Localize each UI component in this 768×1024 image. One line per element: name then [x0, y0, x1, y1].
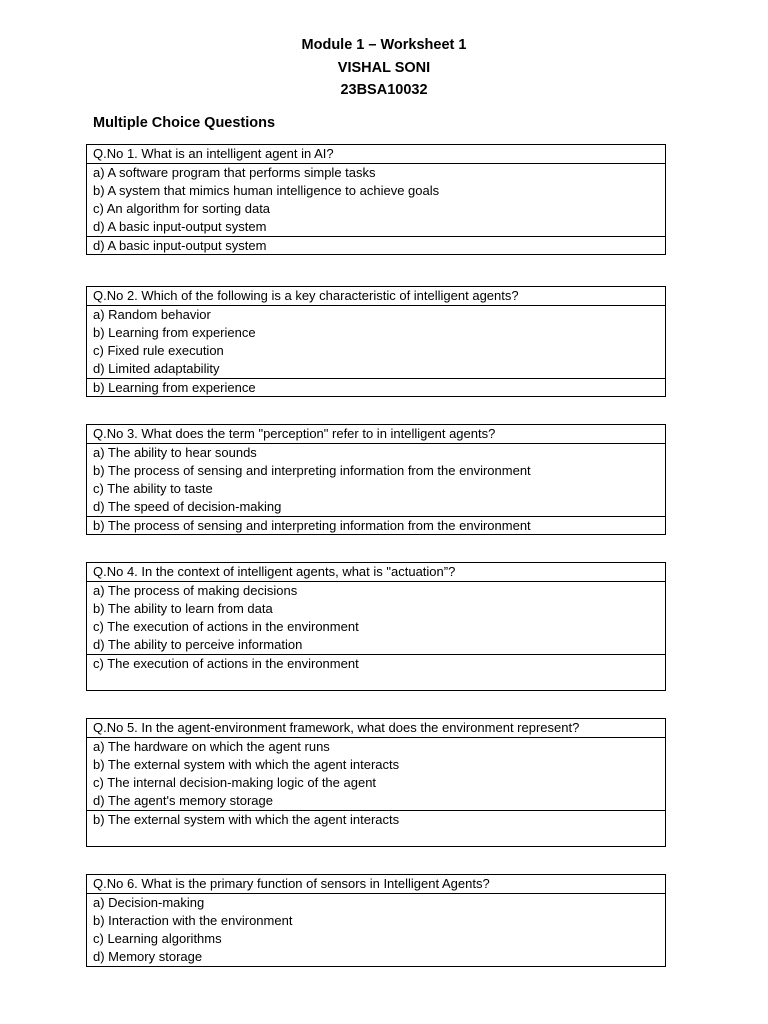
option-c: c) The ability to taste	[93, 481, 213, 496]
option-a: a) The process of making decisions	[93, 583, 298, 598]
option-b: b) Interaction with the environment	[93, 913, 293, 928]
question-block-6	[86, 874, 666, 967]
answer: c) The execution of actions in the environment	[87, 654, 665, 690]
option-d: d) Limited adaptability	[93, 361, 220, 376]
option-b: b) The external system with which the agent interacts	[93, 757, 400, 772]
option-a: a) Random behavior	[93, 307, 211, 322]
registration-number: 23BSA10032	[340, 82, 428, 98]
option-b: b) The process of sensing and interpreting information from the environment	[93, 463, 531, 478]
question-block-4	[86, 562, 666, 691]
options-list	[87, 738, 665, 810]
option-c: c) Fixed rule execution	[93, 343, 224, 358]
option-d: d) The agent's memory storage	[93, 793, 273, 808]
options-list	[87, 306, 665, 378]
option-a: a) The hardware on which the agent runs	[93, 739, 330, 754]
option-d: d) The speed of decision-making	[93, 499, 282, 514]
question-block-3	[86, 424, 666, 535]
answer: d) A basic input-output system	[87, 236, 665, 254]
answer: b) Learning from experience	[87, 378, 665, 396]
option-b: b) The ability to learn from data	[93, 601, 273, 616]
option-a: a) Decision-making	[93, 895, 205, 910]
question-text: Q.No 3. What does the term "perception" refer to in intelligent agents?	[87, 425, 665, 444]
option-b: b) Learning from experience	[93, 325, 256, 340]
options-list	[87, 894, 665, 966]
worksheet-title: Module 1 – Worksheet 1	[301, 37, 467, 53]
answer: b) The external system with which the agent interacts	[87, 810, 665, 846]
question-block-1	[86, 144, 666, 255]
option-c: c) The internal decision-making logic of the agent	[93, 775, 377, 790]
options-list	[87, 164, 665, 236]
question-text: Q.No 6. What is the primary function of sensors in Intelligent Agents?	[87, 875, 665, 894]
question-text: Q.No 2. Which of the following is a key characteristic of intelligent agents?	[87, 287, 665, 306]
option-a: a) The ability to hear sounds	[93, 445, 257, 460]
option-d: d) The ability to perceive information	[93, 637, 303, 652]
question-text: Q.No 1. What is an intelligent agent in AI?	[87, 145, 665, 164]
option-c: c) The execution of actions in the environment	[93, 619, 359, 634]
option-d: d) Memory storage	[93, 949, 203, 964]
student-name: VISHAL SONI	[337, 60, 431, 76]
section-title: Multiple Choice Questions	[93, 115, 276, 131]
option-d: d) A basic input-output system	[93, 219, 267, 234]
option-b: b) A system that mimics human intelligence to achieve goals	[93, 183, 440, 198]
option-a: a) A software program that performs simple tasks	[93, 165, 376, 180]
answer: b) The process of sensing and interpreting information from the environment	[87, 516, 665, 534]
option-c: c) Learning algorithms	[93, 931, 222, 946]
option-c: c) An algorithm for sorting data	[93, 201, 271, 216]
question-text: Q.No 5. In the agent-environment framework, what does the environment represent?	[87, 719, 665, 738]
options-list	[87, 444, 665, 516]
question-text: Q.No 4. In the context of intelligent agents, what is "actuation”?	[87, 563, 665, 582]
question-block-2	[86, 286, 666, 397]
question-block-5	[86, 718, 666, 847]
options-list	[87, 582, 665, 654]
